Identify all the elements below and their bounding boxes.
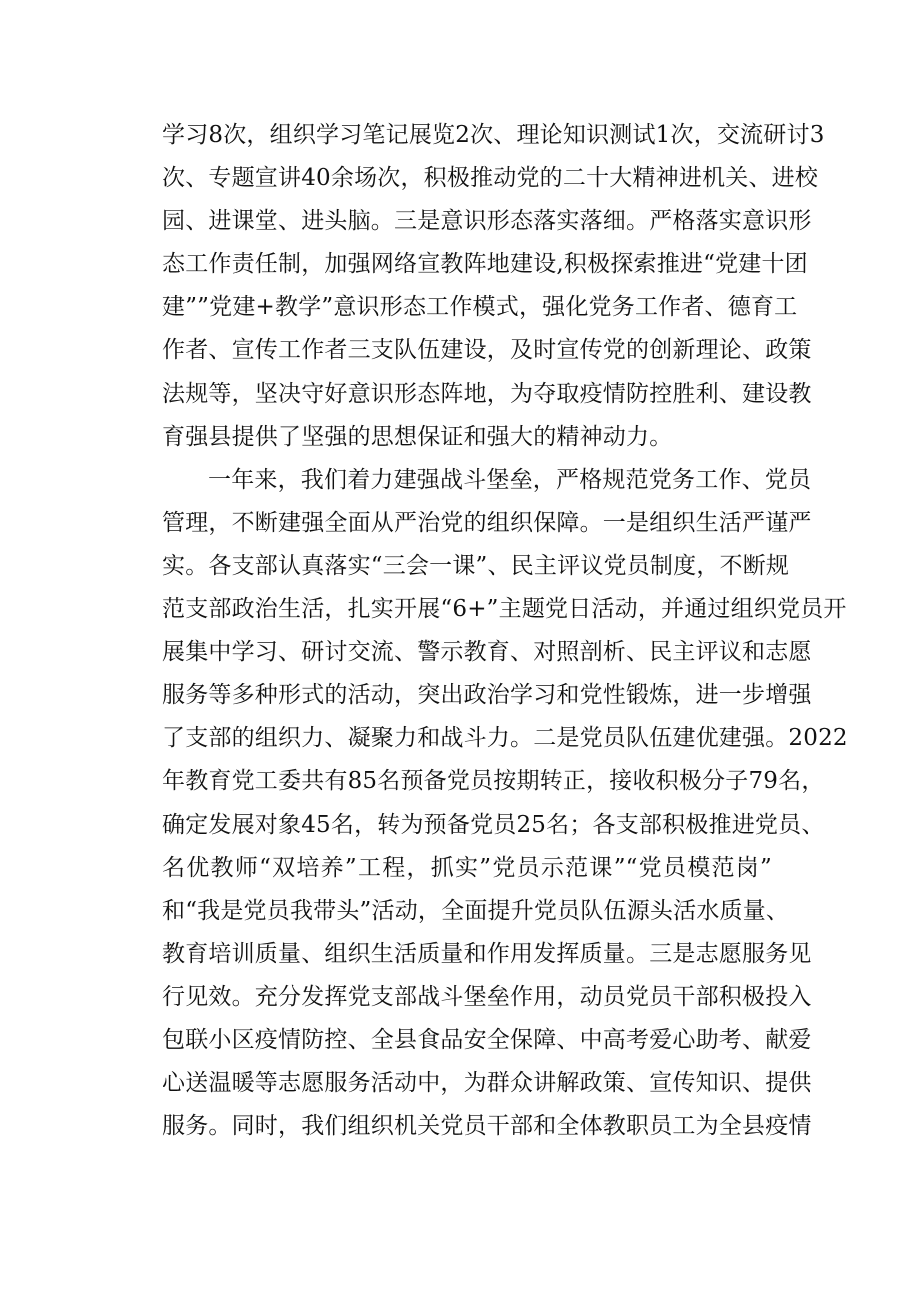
text-line: 实。各支部认真落实“三会一课”、民主评议党员制度，不断规 bbox=[162, 552, 790, 579]
paragraph-1 bbox=[162, 114, 825, 459]
text-line: 服务。同时，我们组织机关党员干部和全体教职员工为全县疫情 bbox=[162, 1113, 812, 1140]
paragraph-2 bbox=[162, 459, 848, 1149]
text-line: 管理，不断建强全面从严治党的组织保障。一是组织生活严谨严 bbox=[162, 509, 812, 536]
text-line: 一年来，我们着力建强战斗堡垒，严格规范党务工作、党员 bbox=[208, 466, 812, 493]
text-line: 心送温暖等志愿服务活动中，为群众讲解政策、宣传知识、提供 bbox=[162, 1070, 812, 1097]
document-body bbox=[162, 114, 848, 1148]
text-line: 展集中学习、研讨交流、警示教育、对照剖析、民主评议和志愿 bbox=[162, 639, 812, 666]
text-line: 了支部的组织力、凝聚力和战斗力。二是党员队伍建优建强。2022 bbox=[162, 725, 848, 752]
text-line: 包联小区疫情防控、全县食品安全保障、中高考爱心助考、献爱 bbox=[162, 1026, 812, 1053]
text-line: 年教育党工委共有85名预备党员按期转正，接收积极分子79名， bbox=[162, 768, 825, 795]
text-line: 学习8次，组织学习笔记展览2次、理论知识测试1次，交流研讨3 bbox=[162, 122, 825, 148]
text-line: 育强县提供了坚强的思想保证和强大的精神动力。 bbox=[162, 423, 673, 450]
text-line: 法规等，坚决守好意识形态阵地，为夺取疫情防控胜利、建设教 bbox=[162, 380, 812, 407]
text-line: 范支部政治生活，扎实开展“6+”主题党日活动，并通过组织党员开 bbox=[162, 596, 847, 623]
text-line: 服务等多种形式的活动，突出政治学习和党性锻炼，进一步增强 bbox=[162, 682, 812, 709]
text-line: 态工作责任制，加强网络宣教阵地建设,积极探索推进“党建十团 bbox=[162, 251, 808, 278]
text-line: 行见效。充分发挥党支部战斗堡垒作用，动员党员干部积极投入 bbox=[162, 983, 812, 1010]
text-line: 作者、宣传工作者三支队伍建设，及时宣传党的创新理论、政策 bbox=[162, 337, 812, 364]
text-line: 和“我是党员我带头”活动，全面提升党员队伍源头活水质量、 bbox=[162, 897, 790, 924]
text-line: 园、进课堂、进头脑。三是意识形态落实落细。严格落实意识形 bbox=[162, 208, 812, 235]
text-line: 名优教师“双培养”工程，抓实”党员示范课”“党员模范岗” bbox=[162, 854, 772, 881]
text-line: 次、专题宣讲40余场次，积极推动党的二十大精神进机关、进校 bbox=[162, 165, 819, 192]
text-line: 建””党建+教学”意识形态工作模式，强化党务工作者、德育工 bbox=[162, 294, 798, 321]
text-line: 确定发展对象45名，转为预备党员25名；各支部积极推进党员、 bbox=[162, 811, 825, 838]
text-line: 教育培训质量、组织生活质量和作用发挥质量。三是志愿服务见 bbox=[162, 940, 812, 967]
